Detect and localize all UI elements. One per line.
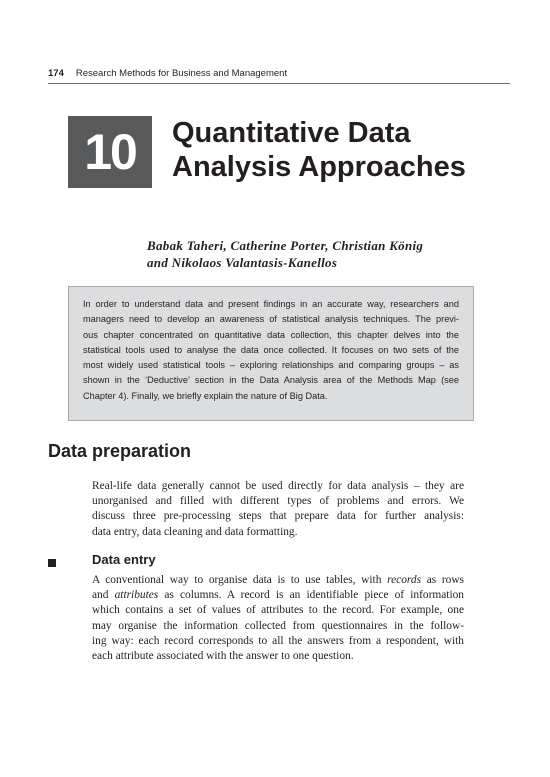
section-paragraph (92, 479, 464, 540)
paragraph-line: may organise the information collected from questionnaires in the follow- (92, 619, 464, 632)
abstract-line: managers need to develop an awareness of statistical analysis techniques. The previ- (83, 314, 459, 325)
abstract-line: ous chapter concentrated on quantitative data collection, this chapter delves into the (83, 329, 459, 340)
abstract-line: In order to understand data and present findings in an accurate way, researchers and (83, 299, 459, 309)
chapter-number-box (68, 116, 152, 188)
subsection-paragraph (92, 573, 464, 664)
chapter-number: 10 (84, 124, 136, 180)
emphasis-records: records (387, 574, 422, 586)
paragraph-line (92, 573, 464, 588)
paragraph-line: Real-life data generally cannot be used directly for data analysis – they are (92, 480, 464, 492)
chapter-title-line-2: Analysis Approaches (172, 151, 466, 183)
authors (147, 237, 487, 271)
paragraph-line: ing way: each record corresponds to all the answers from a respondent, with (92, 634, 464, 647)
paragraph-line (92, 588, 464, 603)
paragraph-line: which contains a set of values of attributes to the record. For example, one (92, 604, 464, 617)
chapter-title-line-1: Quantitative Data (172, 117, 411, 149)
page-number: 174 (48, 68, 64, 79)
text-run: as rows (421, 574, 464, 586)
chapter-title (172, 116, 472, 184)
square-bullet-icon (48, 559, 56, 567)
paragraph-line: unorganised and filled with different types of problems and errors. We (92, 495, 464, 508)
running-header (48, 68, 508, 79)
header-text (48, 68, 508, 79)
paragraph-line: each attribute associated with the answer to one question. (92, 650, 354, 663)
paragraph-line: data entry, data cleaning and data formatting. (92, 525, 298, 538)
text-run: as columns. A record is an identifiable piece of information (158, 589, 464, 602)
text-run: A conventional way to organise data is to use tables, with (92, 574, 388, 586)
chapter-abstract-box (68, 286, 474, 421)
abstract-line: statistical tools used to analyse the data once collected. It focuses on two sets of the (83, 344, 459, 355)
section-heading: Data preparation (48, 441, 192, 461)
subsection-heading: Data entry (92, 552, 156, 567)
header-rule (48, 83, 510, 84)
text-run: and (92, 589, 115, 602)
paragraph-line: discuss three pre-processing steps that prepare data for further analysis: (92, 510, 464, 523)
running-title: Research Methods for Business and Management (75, 68, 288, 79)
emphasis-attributes: attributes (114, 589, 159, 602)
abstract-line: shown in the ‘Deductive’ section in the Data Analysis area of the Methods Map (see (83, 375, 459, 386)
authors-line-1: Babak Taheri, Catherine Porter, Christian König (147, 238, 424, 253)
abstract-line: most widely used statistical tools – exploring relationships and comparing groups – as (83, 360, 459, 371)
authors-line-2: and Nikolaos Valantasis-Kanellos (147, 255, 338, 270)
abstract-line: Chapter 4). Finally, we briefly explain the nature of Big Data. (83, 390, 328, 401)
